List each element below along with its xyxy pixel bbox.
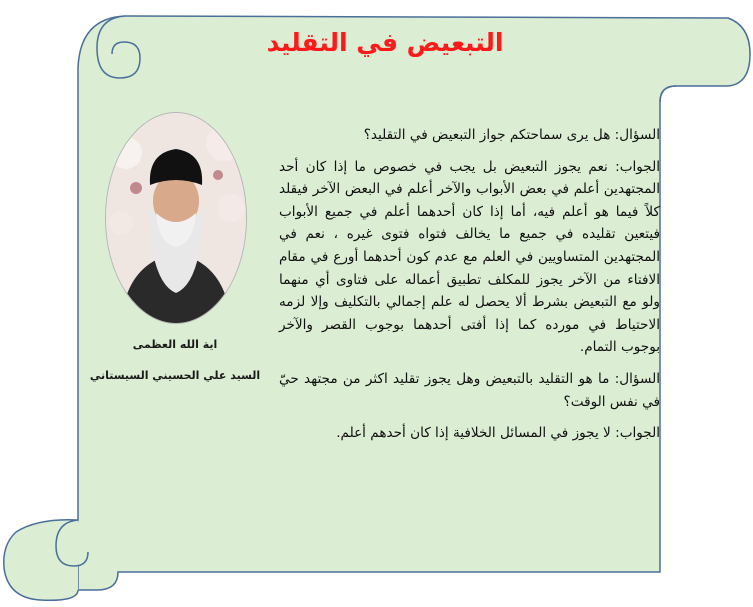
scholar-portrait xyxy=(105,112,247,324)
question-2: السؤال: ما هو التقليد بالتبعيض وهل يجوز تقليد اكثر من مجتهد حيّ في نفس الوقت؟ xyxy=(279,370,660,410)
portrait-caption-name: السيد علي الحسيني السيستاني xyxy=(89,369,261,382)
question-1: السؤال: هل يرى سماحتكم جواز التبعيض في التقليد؟ xyxy=(363,127,660,143)
answer-2: الجواب: لا يجوز في المسائل الخلافية إذا كان أحدهم أعلم. xyxy=(336,425,660,442)
answer-1: الجواب: نعم يجوز التبعيض بل يجب في خصوص ما إذا كان أحد المجتهدين أعلم في بعض الأبواب والآخر أعلم في البعض الآخر فيقلد كلاً فيما هو أعلم فيه، أما إذا كان أحدهما أعلم في جميع الأبواب فيتعين تقليده في جميع ما يخالف فتواه فتوى غيره ، نعم في المجتهدين المتساويين في العلم مع عدم كون أحدهما أورع في مقام الافتاء من الآخر يجوز للمكلف تطبيق أعماله على فتاوى أي منهما ولو مع التبعيض بشرط ألا يحصل له علم إجمالي بالتكليف وإلا لزمه الاحتياط في مورده كما إذا أفتى أحدهما بوجوب القصر والآخر بوجوب التمام. xyxy=(279,158,660,356)
portrait-image xyxy=(106,113,246,323)
page-title: التبعيض في التقليد xyxy=(266,28,504,57)
portrait-caption-title: اية الله العظمى xyxy=(132,338,218,351)
qa-content xyxy=(279,124,660,454)
